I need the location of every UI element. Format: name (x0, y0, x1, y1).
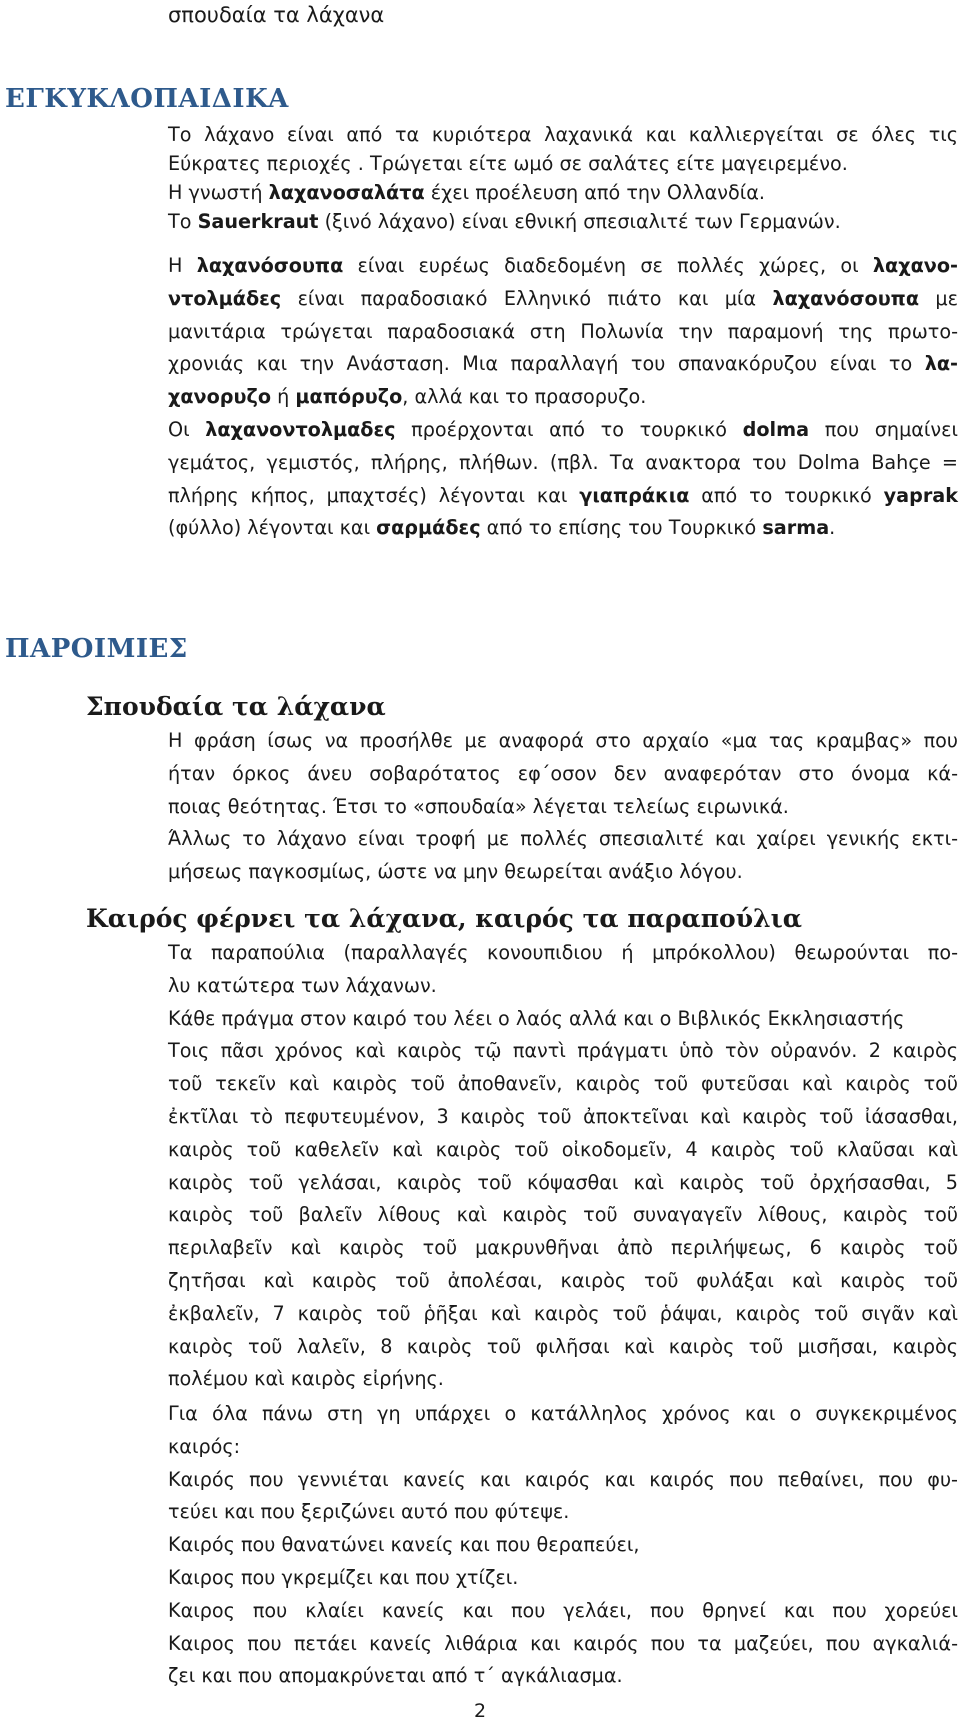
text-line: περιλαβεῖν καὶ καιρὸς τοῦ μακρυνθῆναι ἀπὸ περιλήψεως, 6 καιρὸς τοῦ (168, 1236, 958, 1260)
text-line: Το λάχανο είναι από τα κυριότερα λαχανικά και καλλιεργείται σε όλες τις (168, 123, 958, 146)
text-line: καιρός: (168, 1434, 241, 1458)
text-line: τοῦ τεκεῖν καὶ καιρὸς τοῦ ἀποθανεῖν, καιρὸς τοῦ φυτεῦσαι καὶ καιρὸς τοῦ (168, 1072, 958, 1096)
text-line: ζητῆσαι καὶ καιρὸς τοῦ ἀπολέσαι, καιρὸς τοῦ φυλάξαι καὶ καιρὸς τοῦ (168, 1268, 958, 1292)
text-line: Οι λαχανοντολμαδες προέρχονται από το τουρκικό dolma που σημαίνει (168, 417, 958, 441)
bold-term: γιαπράκια (579, 483, 690, 507)
text-line: ἐκβαλεῖν, 7 καιρὸς τοῦ ῥῆξαι καὶ καιρὸς τοῦ ῥάψαι, καιρὸς τοῦ σιγᾶν καὶ (168, 1301, 958, 1325)
text-line: Καιρός που θανατώνει κανείς και που θεραπεύει, (168, 1533, 640, 1557)
bold-term: sarma (762, 516, 830, 540)
bold-term: Sauerkraut (197, 210, 319, 233)
text-line: λυ κατώτερα των λάχανων. (168, 973, 437, 997)
text-line: καιρὸς τοῦ λαλεῖν, 8 καιρὸς τοῦ φιλῆσαι καὶ καιρὸς τοῦ μισῆσαι, καιρὸς (168, 1334, 958, 1358)
text-line: μήσεως παγκοσμίως, ώστε να μην θεωρείται ανάξιο λόγου. (168, 860, 743, 884)
text-line: Καιρος που γκρεμίζει και που χτίζει. (168, 1565, 519, 1589)
text-line: μανιτάρια τρώγεται παραδοσιακά στη Πολωνία την παραμονή της πρωτο- (168, 319, 958, 343)
text-line: καιρὸς τοῦ βαλεῖν λίθους καὶ καιρὸς τοῦ συναγαγεῖν λίθους, καιρὸς τοῦ (168, 1203, 958, 1227)
bold-term: λα- (924, 352, 958, 376)
bold-term: ντολμάδες (168, 286, 282, 310)
encyclopedia-heading: ΕΓΚΥΚΛΟΠΑΙΔΙΚΑ (5, 84, 289, 114)
text-line: Για όλα πάνω στη γη υπάρχει ο κατάλληλος χρόνος και ο συγκεκριμένος (168, 1402, 958, 1425)
text-line: καιρὸς τοῦ γελάσαι, καιρὸς τοῦ κόψασθαι καὶ καιρὸς τοῦ ὀρχήσασθαι, 5 (168, 1170, 958, 1194)
text-line: πλήρης κήπος, μπαχτσές) λέγονται και γιαπράκια από το τουρκικό yaprak (168, 483, 958, 507)
bold-term: σαρμάδες (376, 516, 481, 540)
text-line: Τα παραπούλια (παραλλαγές κονουπιδιου ή μπρόκολλου) θεωρούνται πο- (168, 941, 958, 964)
proverb-1-paragraph (168, 725, 958, 889)
text-line: ντολμάδες είναι παραδοσιακό Ελληνικό πιάτο και μία λαχανόσουπα με (168, 286, 958, 310)
text-line: Καιρος που πετάει κανείς λιθάρια και καιρός που τα μαζεύει, που αγκαλιά- (168, 1631, 958, 1655)
text-line: ζει και που απομακρύνεται από τ΄ αγκάλιασμα. (168, 1664, 623, 1688)
text-line: Η φράση ίσως να προσήλθε με αναφορά στο αρχαίο «μα τας κραμβας» που (168, 729, 958, 752)
proverb-title: Καιρός φέρνει τα λάχανα, καιρός τα παραπούλια (86, 904, 802, 933)
text-line: Άλλως το λάχανο είναι τροφή με πολλές σπεσιαλιτέ και χαίρει γενικής εκτι- (168, 827, 958, 851)
encyclopedia-paragraph-soup (168, 250, 958, 545)
text-line: Καιρος που κλαίει κανείς και που γελάει, που θρηνεί και που χορεύει (168, 1598, 958, 1622)
text-line: Εύκρατες περιοχές . Τρώγεται είτε ωμό σε σαλάτες είτε μαγειρεμένο. (168, 152, 848, 175)
bold-term: λαχανο- (872, 254, 958, 277)
text-line: γεμάτος, γεμιστός, πλήρης, πλήθων. (πβλ. Τα ανακτορα του Dolma Bahçe = (168, 450, 958, 474)
bold-term: λαχανόσουπα (196, 254, 344, 277)
text-line: Τοις πᾶσι χρόνος καὶ καιρὸς τῷ παντὶ πράγματι ὑπὸ τὸν οὐρανόν. 2 καιρὸς (168, 1039, 958, 1063)
bold-term: χανορυζο (168, 385, 272, 409)
bold-term: μαπόρυζο (295, 385, 403, 409)
bold-term: λαχανόσουπα (772, 286, 920, 310)
proverb-title: Σπουδαία τα λάχανα (86, 692, 386, 721)
proverb-2-paragraph-b (168, 1398, 958, 1693)
text-line: ήταν όρκος άνευ σοβαρότατος εφ΄οσον δεν αναφερόταν στο όνομα κά- (168, 761, 958, 785)
bold-term: λαχανοσαλάτα (268, 181, 425, 204)
text-line: χανορυζο ή μαπόρυζο, αλλά και το πρασορυζο. (168, 385, 647, 409)
text-line: (φύλλο) λέγονται και σαρμάδες από το επίσης του Τουρκικό sarma. (168, 516, 836, 540)
bold-term: dolma (742, 417, 810, 441)
proverbs-heading: ΠΑΡΟΙΜΙΕΣ (5, 634, 188, 664)
text-line: Η γνωστή λαχανοσαλάτα έχει προέλευση από την Ολλανδία. (168, 181, 766, 204)
bold-term: λαχανοντολμαδες (205, 417, 396, 441)
text-line: ἐκτῖλαι τὸ πεφυτευμένον, 3 καιρὸς τοῦ ἀποκτεῖναι καὶ καιρὸς τοῦ ἰάσασθαι, (168, 1104, 958, 1128)
text-line: χρονιάς και την Ανάσταση. Μια παραλλαγή του σπανακόρυζου είναι το λα- (168, 352, 958, 376)
encyclopedia-paragraph-a (168, 120, 958, 236)
text-line: Η λαχανόσουπα είναι ευρέως διαδεδομένη σε πολλές χώρες, οι λαχανο- (168, 254, 958, 277)
page-number: 2 (473, 1700, 487, 1722)
text-line: Καιρός που γεννιέται κανείς και καιρός και καιρός που πεθαίνει, που φυ- (168, 1467, 958, 1491)
text-line: Κάθε πράγμα στον καιρό του λέει ο λαός αλλά και ο Βιβλικός Εκκλησιαστής (168, 1006, 905, 1030)
proverb-2-paragraph (168, 937, 958, 1396)
text-line: πολέμου καὶ καιρὸς εἰρήνης. (168, 1367, 444, 1391)
bold-term: yaprak (883, 483, 958, 507)
text-line: Το Sauerkraut (ξινό λάχανο) είναι εθνική σπεσιαλιτέ των Γερμανών. (168, 210, 841, 233)
text-line: τεύει και που ξεριζώνει αυτό που φύτεψε. (168, 1500, 570, 1524)
text-line: ποιας θεότητας. Έτσι το «σπουδαία» λέγεται τελείως ειρωνικά. (168, 794, 789, 818)
header-line: σπουδαία τα λάχανα (168, 3, 385, 27)
text-line: καιρὸς τοῦ καθελεῖν καὶ καιρὸς τοῦ οἰκοδομεῖν, 4 καιρὸς τοῦ κλαῦσαι καὶ (168, 1137, 958, 1161)
